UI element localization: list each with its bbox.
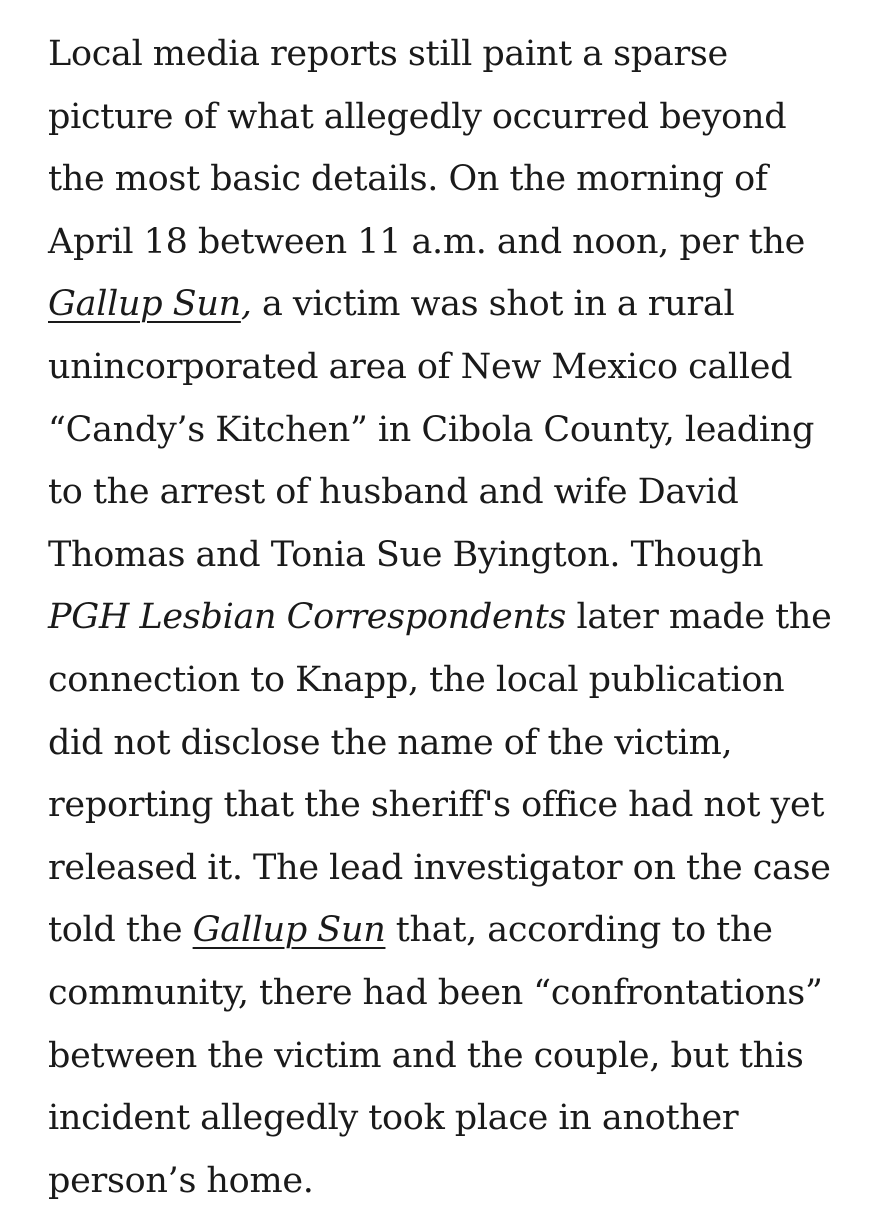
- text-line: incident allegedly took place in another: [48, 1098, 739, 1139]
- text-segment: that, according to the: [395, 910, 773, 951]
- text-segment: told the: [48, 910, 183, 951]
- text-segment: a victim was shot in a rural: [262, 284, 735, 325]
- text-line: unincorporated area of New Mexico called: [48, 346, 793, 387]
- comma: ,: [240, 284, 252, 325]
- text-line: “Candy’s Kitchen” in Cibola County, leading: [48, 409, 815, 450]
- text-segment: later made the: [576, 597, 832, 638]
- text-line: Local media reports still paint a sparse: [48, 34, 728, 74]
- text-line: between the victim and the couple, but this: [48, 1035, 804, 1076]
- text-line: [48, 899, 848, 962]
- text-line: to the arrest of husband and wife David: [48, 472, 739, 513]
- text-line: person’s home.: [48, 1160, 314, 1201]
- text-line: picture of what allegedly occurred beyond: [48, 96, 787, 137]
- publication-name: PGH Lesbian Correspondents: [48, 597, 567, 638]
- text-line: [48, 273, 848, 336]
- text-line: connection to Knapp, the local publication: [48, 659, 785, 700]
- gallup-sun-link[interactable]: Gallup Sun: [192, 910, 386, 951]
- text-line: reporting that the sheriff's office had not yet: [48, 785, 825, 826]
- text-line: released it. The lead investigator on the case: [48, 847, 831, 888]
- text-line: the most basic details. On the morning of: [48, 159, 768, 200]
- text-line: April 18 between 11 a.m. and noon, per the: [48, 221, 806, 262]
- text-line: did not disclose the name of the victim,: [48, 722, 733, 763]
- text-line: community, there had been “confrontations”: [48, 972, 823, 1013]
- gallup-sun-link[interactable]: Gallup Sun: [48, 284, 241, 325]
- text-line: Thomas and Tonia Sue Byington. Though: [48, 534, 764, 575]
- text-line: [48, 586, 848, 649]
- article-paragraph: [48, 23, 848, 1212]
